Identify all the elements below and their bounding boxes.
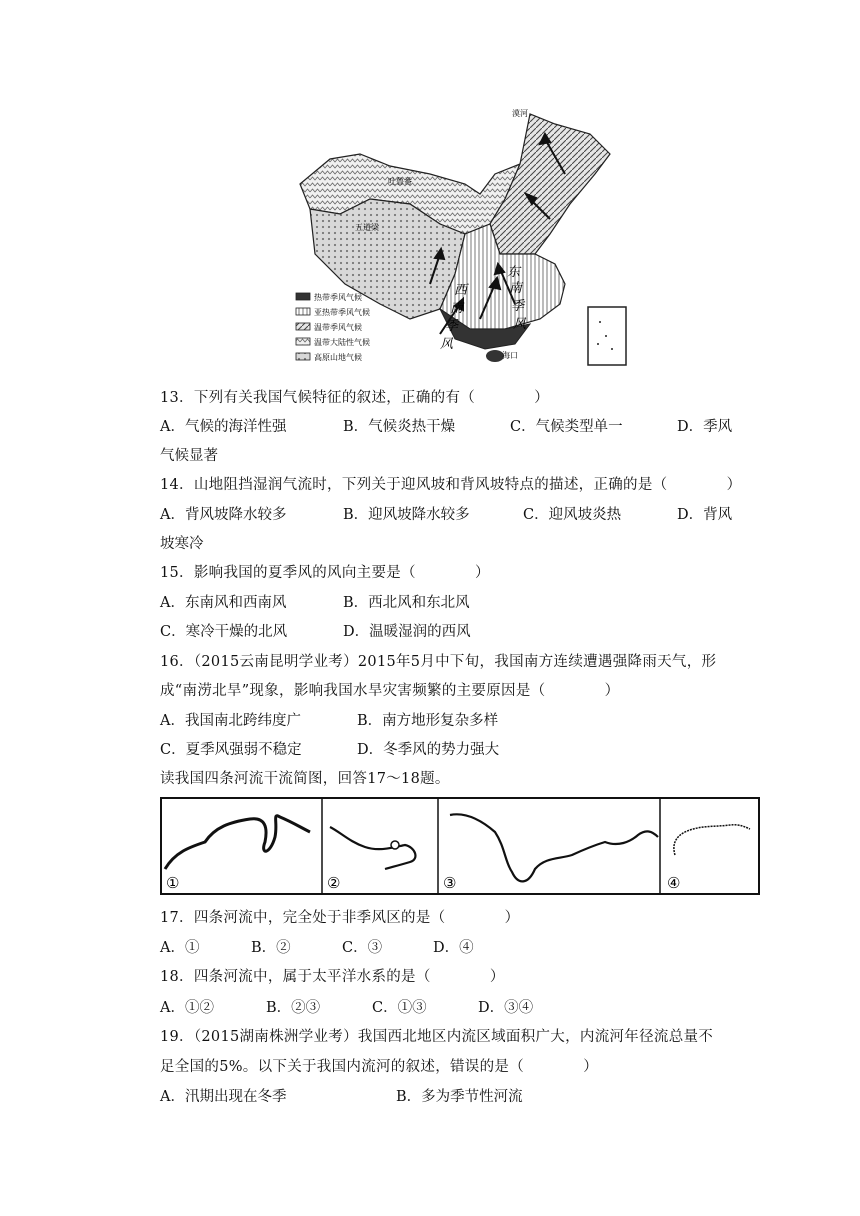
option-a: A．① (160, 940, 200, 956)
option-d: D．③④ (478, 1000, 534, 1016)
question-17: 17．四条河流中，完全处于非季风区的是（ ） (160, 910, 520, 926)
rivers-figure (160, 797, 760, 895)
option-d-cont: 坡寒冷 (160, 536, 204, 552)
option-c: C．③ (342, 940, 383, 956)
option-d: D．背风 (677, 507, 733, 523)
option-b: B．西北风和东北风 (343, 595, 470, 611)
river-label: ① (166, 874, 180, 892)
option-a: A．东南风和西南风 (160, 595, 287, 611)
question-19: 19．（2015湖南株洲学业考）我国西北地区内流区域面积广大，内流河年径流总量不 (160, 1029, 714, 1045)
legend-label: 热带季风气候 (314, 293, 362, 302)
option-c: C．①③ (372, 1000, 427, 1016)
map-label: 风 (513, 317, 527, 332)
option-d: D．温暖湿润的西风 (343, 624, 471, 640)
question-14: 14．山地阻挡湿润气流时，下列关于迎风坡和背风坡特点的描述，正确的是（ ） (160, 477, 742, 493)
map-label: 季 (511, 299, 525, 314)
map-label: 漠河 (512, 109, 528, 118)
map-label: 海口 (502, 351, 518, 360)
river-label: ③ (443, 874, 457, 892)
option-c: C．气候类型单一 (510, 419, 623, 435)
question-15: 15．影响我国的夏季风的风向主要是（ ） (160, 565, 490, 581)
map-label: 风 (440, 337, 454, 352)
lake (391, 841, 399, 849)
legend-label: 温带季风气候 (314, 323, 362, 332)
option-b: B．迎风坡降水较多 (343, 507, 470, 523)
option-c: C．迎风坡炎热 (523, 507, 622, 523)
legend-label: 亚热带季风气候 (314, 308, 370, 317)
option-d-cont: 气候显著 (160, 448, 218, 464)
option-a: A．我国南北跨纬度广 (160, 713, 301, 729)
map-label: 南 (450, 301, 464, 316)
option-b: B．气候炎热干燥 (343, 419, 456, 435)
question-18: 18．四条河流中，属于太平洋水系的是（ ） (160, 969, 505, 985)
question-13: 13．下列有关我国气候特征的叙述，正确的有（ ） (160, 390, 550, 406)
option-d: D．季风 (677, 419, 733, 435)
option-a: A．①② (160, 1000, 214, 1016)
option-c: C．寒冷干燥的北风 (160, 624, 288, 640)
option-a: A．气候的海洋性强 (160, 419, 287, 435)
legend-label: 高原山地气候 (314, 353, 362, 362)
map-label: 季 (445, 319, 459, 334)
option-c: C．夏季风强弱不稳定 (160, 742, 302, 758)
map-label: 五道梁 (355, 223, 379, 232)
option-a: A．汛期出现在冬季 (160, 1089, 287, 1105)
map-label: 吐鲁番 (388, 177, 412, 186)
map-label: 西 (454, 283, 468, 298)
question-16-cont: 成“南涝北旱”现象，影响我国水旱灾害频繁的主要原因是（ ） (160, 683, 620, 699)
china-climate-map (290, 104, 636, 372)
map-legend (296, 292, 370, 362)
option-a: A．背风坡降水较多 (160, 507, 287, 523)
option-b: B．② (251, 940, 291, 956)
map-label: 东 (507, 265, 521, 280)
question-16: 16．（2015云南昆明学业考）2015年5月中下旬，我国南方连续遭遇强降雨天气，形 (160, 654, 717, 670)
option-d: D．冬季风的势力强大 (357, 742, 500, 758)
option-b: B．南方地形复杂多样 (357, 713, 499, 729)
question-19-cont: 足全国的5%。以下关于我国内流河的叙述，错误的是（ ） (160, 1059, 599, 1075)
river-label: ④ (667, 874, 681, 892)
river-label: ② (327, 874, 341, 892)
map-label: 南 (509, 281, 523, 296)
option-d: D．④ (433, 940, 474, 956)
option-b: B．多为季节性河流 (396, 1089, 523, 1105)
passage-intro: 读我国四条河流干流简图，回答17～18题。 (160, 771, 450, 787)
legend-label: 温带大陆性气候 (314, 338, 370, 347)
option-b: B．②③ (266, 1000, 321, 1016)
